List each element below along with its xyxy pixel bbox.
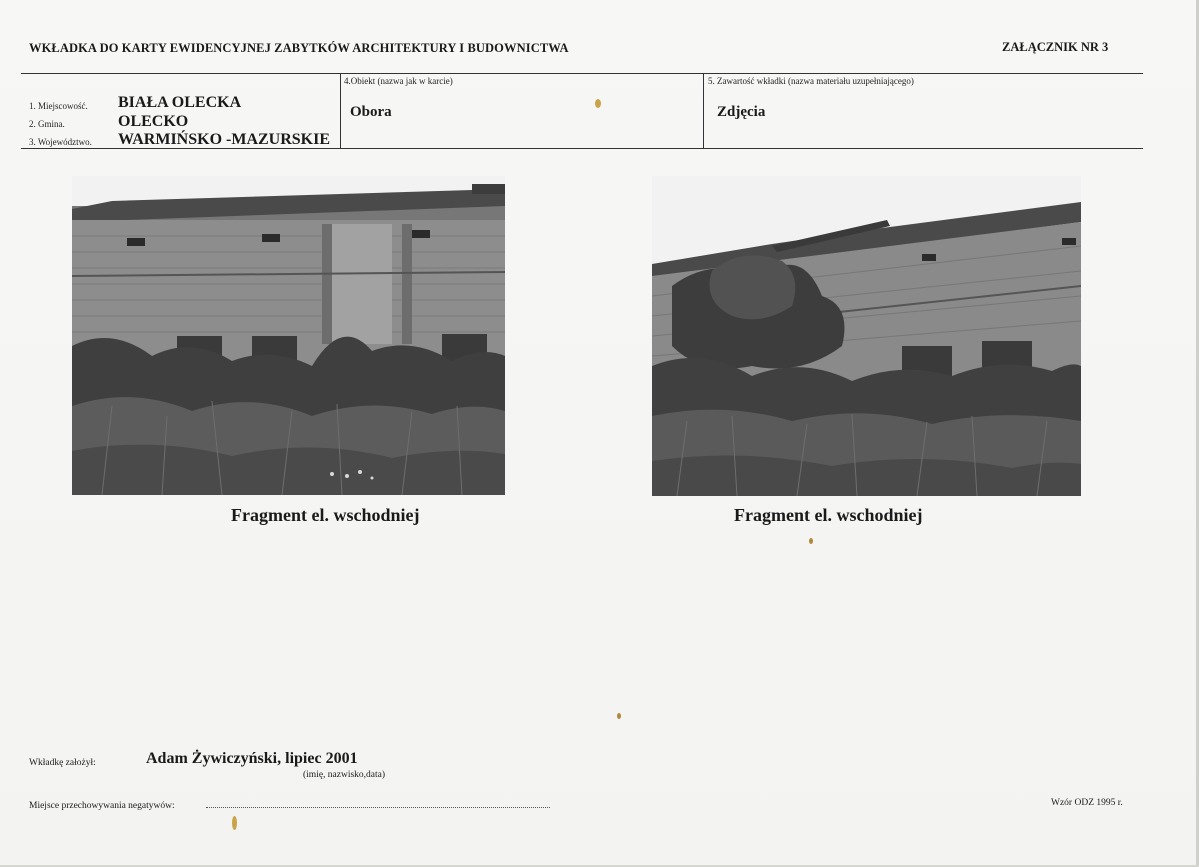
object-value: Obora [350,104,392,120]
place-value: BIAŁA OLECKA [118,94,242,111]
photo-caption-1: Fragment el. wschodniej [231,505,420,525]
commune-value: OLECKO [118,113,189,130]
annex-number: ZAŁĄCZNIK NR 3 [1002,40,1109,54]
paper-speck [617,713,621,719]
commune-label: 2. Gmina. [29,119,65,129]
photo-caption-2: Fragment el. wschodniej [734,505,923,525]
province-label: 3. Województwo. [29,137,92,147]
author-value: Adam Żywiczyński, lipiec 2001 [146,750,358,767]
form-version: Wzór ODZ 1995 r. [1051,798,1123,808]
photo-barn-east-2 [652,176,1081,496]
object-label: 4.Obiekt (nazwa jak w karcie) [344,76,453,86]
document-title: WKŁADKA DO KARTY EWIDENCYJNEJ ZABYTKÓW ARCHITEKTURY I BUDOWNICTWA [29,41,569,55]
photo-barn-east-1 [72,176,505,495]
table-top-rule [21,73,1143,74]
storage-blank-line [206,806,550,808]
place-label: 1. Miejscowość. [29,101,88,111]
paper-speck [232,816,237,830]
storage-label: Miejsce przechowywania negatywów: [29,801,175,811]
table-divider-2 [703,73,704,149]
paper-speck [595,99,601,108]
contents-value: Zdjęcia [717,104,766,120]
author-hint: (imię, nazwisko,data) [303,770,386,780]
author-label: Wkładkę założył: [29,758,96,768]
table-divider-1 [340,73,341,149]
paper-speck [809,538,813,544]
province-value: WARMIŃSKO -MAZURSKIE [118,131,331,148]
contents-label: 5. Zawartość wkładki (nazwa materiału uzupełniającego) [708,76,914,86]
